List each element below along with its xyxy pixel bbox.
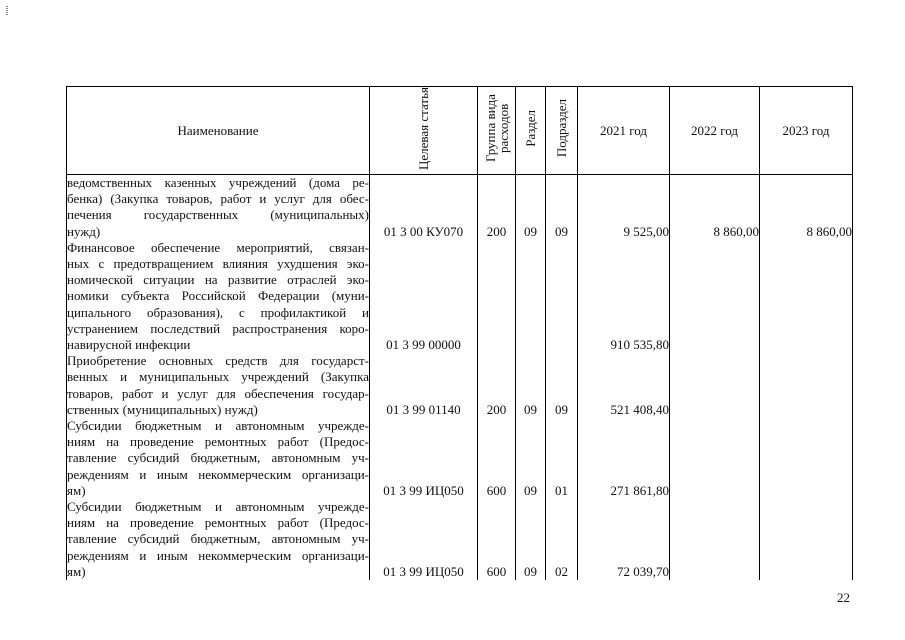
row-subsection: 09 (546, 175, 578, 240)
row-expense-group: 200 (478, 175, 516, 240)
header-subsection: Подраздел (546, 87, 578, 175)
row-amount-2023 (760, 353, 853, 418)
row-amount-2021: 521 408,40 (578, 353, 670, 418)
row-subsection: 09 (546, 353, 578, 418)
row-target-article: 01 3 99 ИЦ050 (370, 499, 478, 580)
row-amount-2023 (760, 418, 853, 499)
row-section: 09 (516, 175, 546, 240)
scan-margin-marks (6, 6, 9, 16)
row-amount-2022 (670, 499, 760, 580)
budget-table (66, 86, 853, 580)
row-target-article: 01 3 99 01140 (370, 353, 478, 418)
row-expense-group (478, 240, 516, 353)
header-expense-group: Группа вида расходов (478, 87, 516, 175)
row-section: 09 (516, 418, 546, 499)
row-target-article: 01 3 00 КУ070 (370, 175, 478, 240)
row-name: ведомственных казенных учреждений (дома ре- бенка) (Закупка товаров, работ и услуг для обес- печения государственных (муниципальных) нужд) (67, 175, 369, 239)
row-section (516, 240, 546, 353)
row-subsection: 02 (546, 499, 578, 580)
row-amount-2021: 910 535,80 (578, 240, 670, 353)
page-number: 22 (837, 590, 850, 605)
row-expense-group: 200 (478, 353, 516, 418)
row-subsection: 01 (546, 418, 578, 499)
table-row (67, 353, 853, 418)
row-section: 09 (516, 353, 546, 418)
row-name: Финансовое обеспечение мероприятий, связан- ных с предотвращением влияния ухудшения эко- номической ситуации на развитие отраслей эко- номики субъекта Российской Федерации (муни- ципального образования), с профилактикой и устранением последствий распространения коро- навирусной инфекции (67, 239, 369, 353)
table-row (67, 175, 853, 240)
row-target-article: 01 3 99 00000 (370, 240, 478, 353)
row-subsection (546, 240, 578, 353)
row-name: Субсидии бюджетным и автономным учрежде- ниям на проведение ремонтных работ (Предос- тавление субсидий бюджетным, автономным уч- реждениям и иным некоммерческим организаци- ям) (67, 499, 369, 579)
header-name: Наименование (67, 87, 370, 175)
header-target-article: Целевая статья (370, 87, 478, 175)
table-row (67, 240, 853, 353)
row-amount-2022 (670, 240, 760, 353)
row-section: 09 (516, 499, 546, 580)
row-amount-2021: 72 039,70 (578, 499, 670, 580)
row-amount-2022: 8 860,00 (670, 175, 760, 240)
row-expense-group: 600 (478, 418, 516, 499)
row-amount-2022 (670, 353, 760, 418)
row-amount-2023 (760, 499, 853, 580)
header-year-2023: 2023 год (760, 87, 853, 175)
row-amount-2023 (760, 240, 853, 353)
row-name: Субсидии бюджетным и автономным учрежде- ниям на проведение ремонтных работ (Предос- тавление субсидий бюджетным, автономным уч- реждениям и иным некоммерческим организаци- ям) (67, 418, 369, 498)
row-amount-2022 (670, 418, 760, 499)
row-target-article: 01 3 99 ИЦ050 (370, 418, 478, 499)
row-amount-2021: 271 861,80 (578, 418, 670, 499)
row-amount-2021: 9 525,00 (578, 175, 670, 240)
header-year-2021: 2021 год (578, 87, 670, 175)
header-year-2022: 2022 год (670, 87, 760, 175)
table-row (67, 499, 853, 580)
row-expense-group: 600 (478, 499, 516, 580)
row-name: Приобретение основных средств для государст- венных и муниципальных учреждений (Закупка товаров, работ и услуг для обеспечения государ- ственных (муниципальных) нужд) (67, 353, 369, 417)
row-amount-2023: 8 860,00 (760, 175, 853, 240)
table-row (67, 418, 853, 499)
table-header-row (67, 87, 853, 175)
header-section: Раздел (516, 87, 546, 175)
